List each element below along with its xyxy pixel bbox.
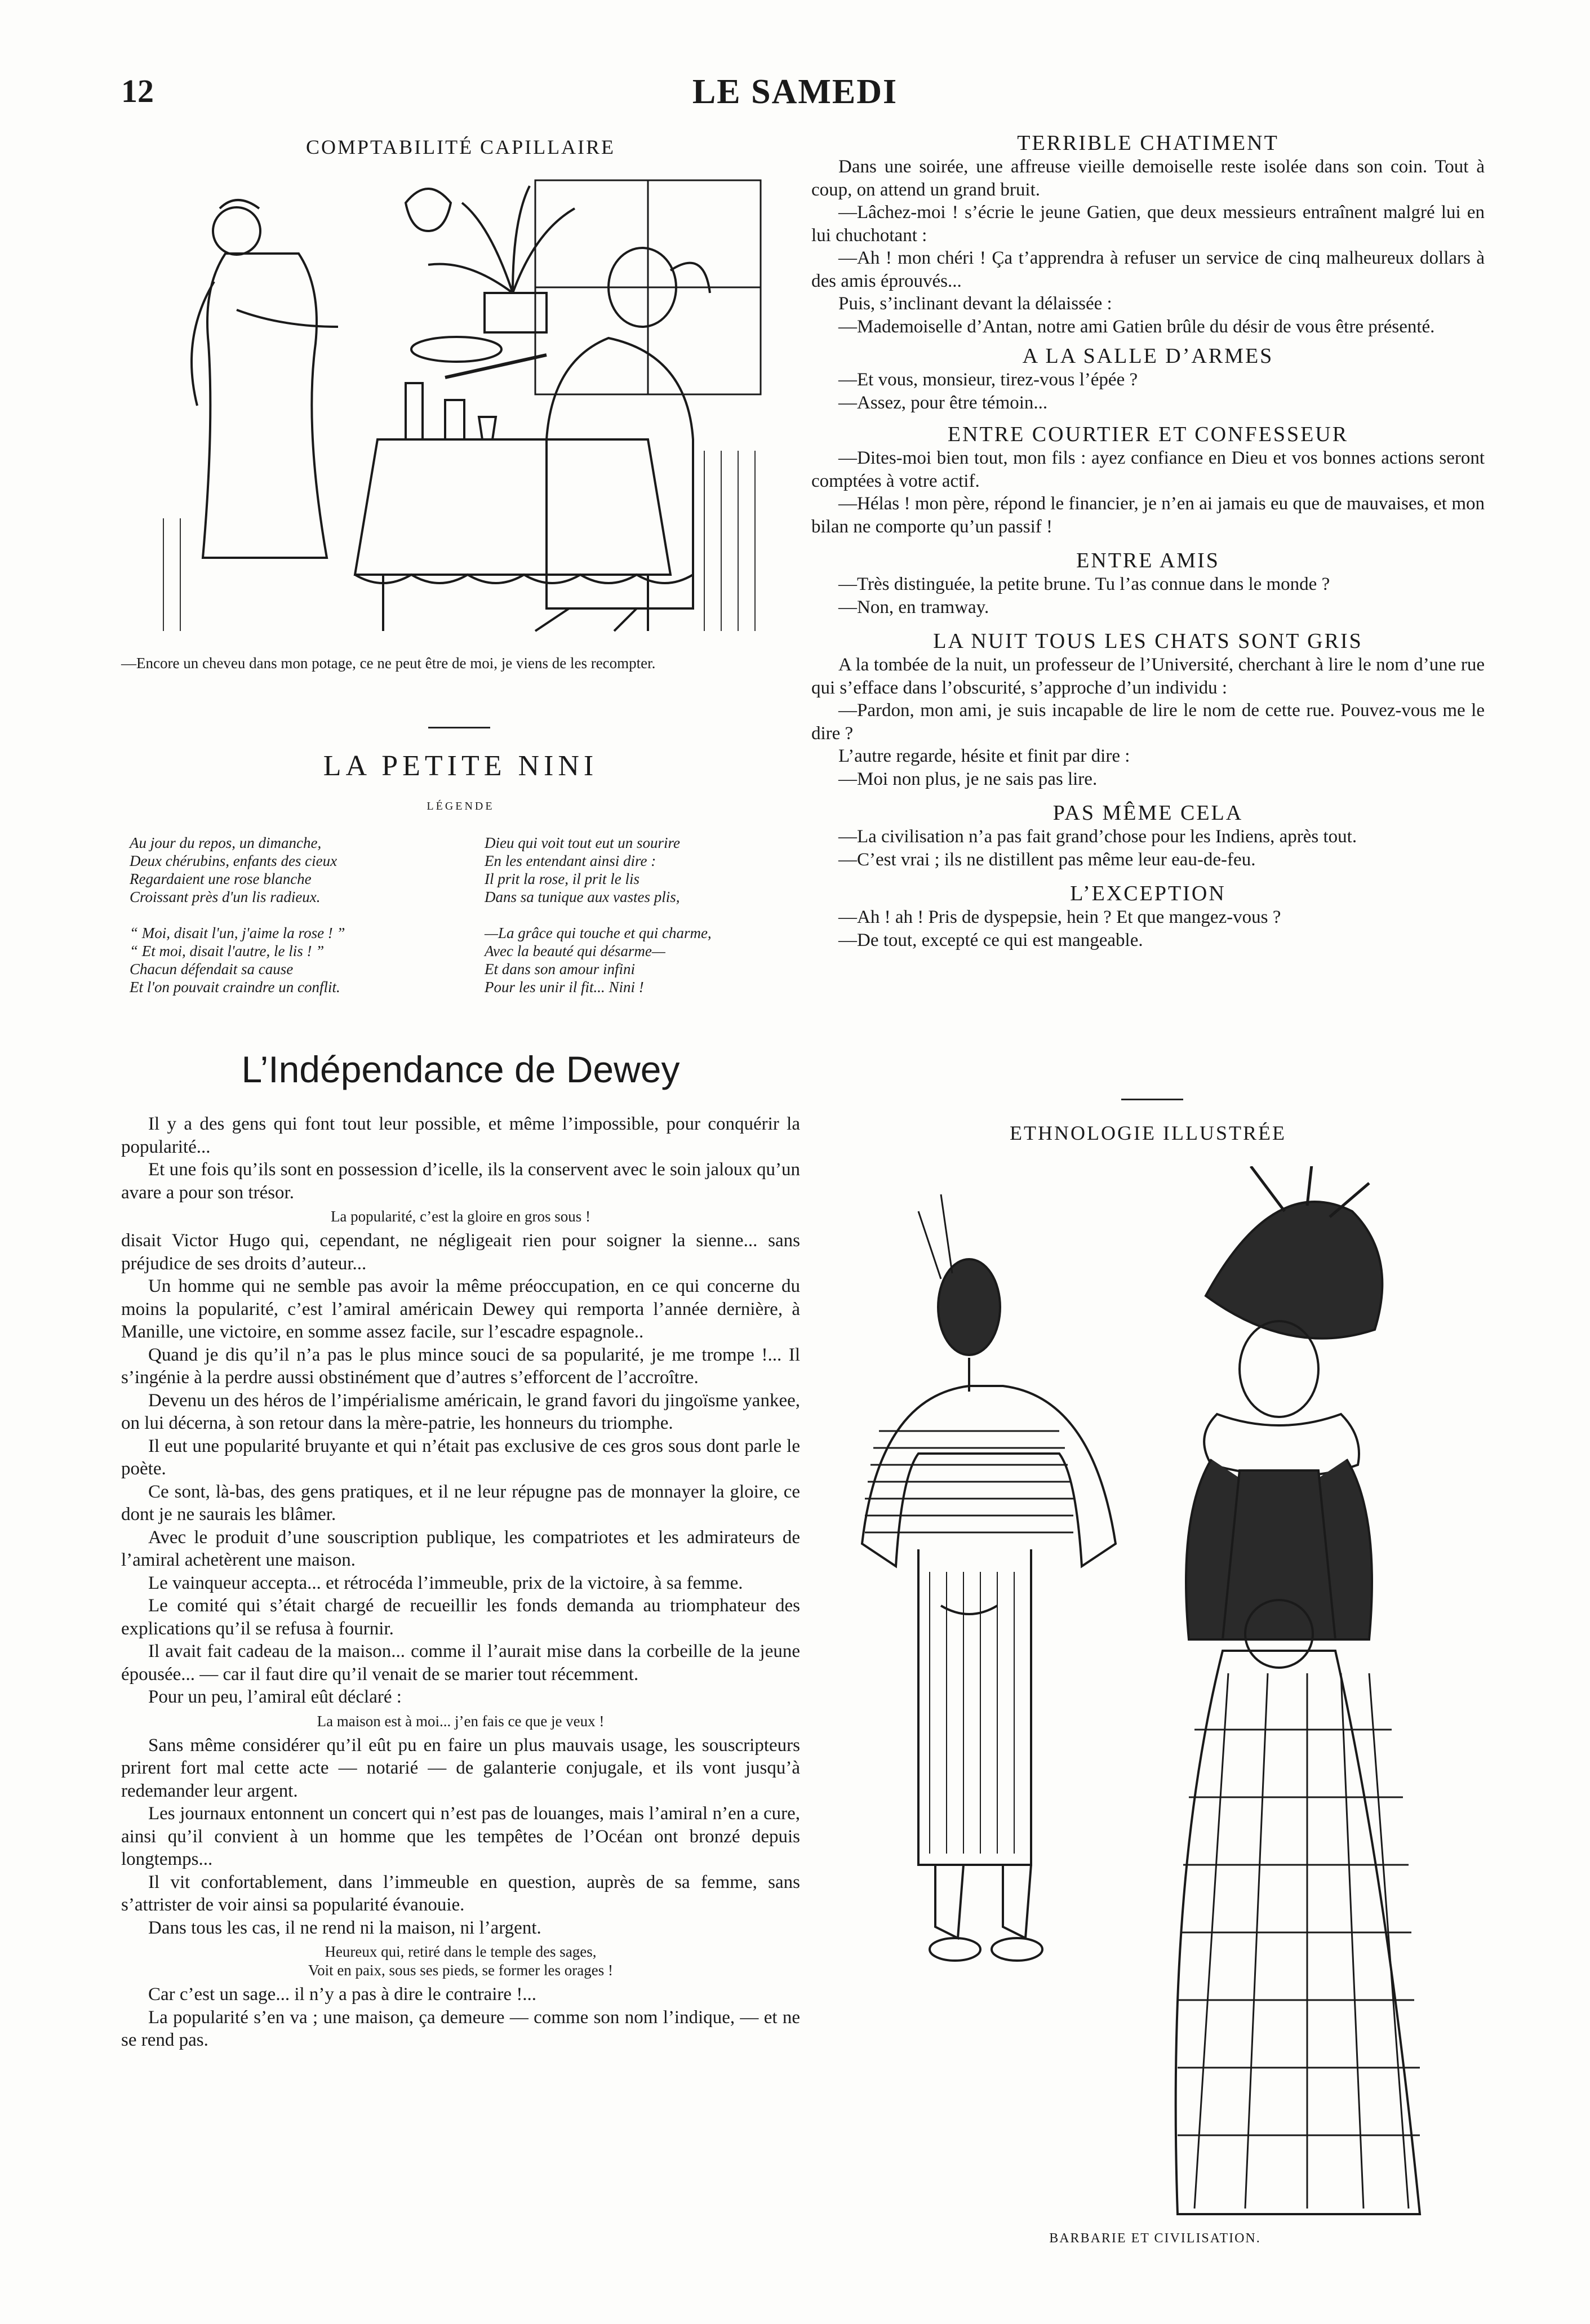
section-title: L’EXCEPTION <box>1070 882 1226 905</box>
poem-title: LA PETITE NINI <box>323 750 598 782</box>
poem-stanza-4: —La grâce qui touche et qui charme, Avec la beauté qui désarme— Et dans son amour infini Pour les unir il fit... Nini ! <box>485 925 712 996</box>
article-verse-line: Voit en paix, sous ses pieds, se former les orages ! <box>308 1962 613 1979</box>
poem-stanza-3: “ Moi, disait l'un, j'aime la rose ! ” “ Et moi, disait l'autre, le lis ! ” Chacun défendait sa cause Et l'on pouvait craindre un conflit. <box>130 925 345 996</box>
article-quote: La popularité, c’est la gloire en gros sous ! <box>330 1208 591 1225</box>
article-paragraph: Dans tous les cas, il ne rend ni la maison, ni l’argent. <box>148 1917 541 1938</box>
article-body <box>121 1113 800 2052</box>
poem-subtitle: LÉGENDE <box>427 800 495 812</box>
article-paragraph: Et une fois qu’ils sont en possession d’icelle, ils la conservent avec le soin jaloux qu’un avare a pour son trésor. <box>121 1159 800 1203</box>
section-paragraph: Puis, s’inclinant devant la délaissée : <box>838 294 1112 314</box>
section-paragraph: —La civilisation n’a pas fait grand’chose pour les Indiens, après tout. <box>838 826 1357 847</box>
hat-icon <box>406 189 451 231</box>
ethnology-caption: BARBARIE ET CIVILISATION. <box>1049 2231 1261 2246</box>
section-title: LA NUIT TOUS LES CHATS SONT GRIS <box>933 629 1363 653</box>
article-paragraph: Car c’est un sage... il n’y a pas à dire le contraire !... <box>148 1984 537 2005</box>
article-paragraph: disait Victor Hugo qui, cependant, ne négligeait rien pour soigner la sienne... sans préjudice de ses droits d’auteur... <box>121 1230 800 1274</box>
ethnology-title: ETHNOLOGIE ILLUSTRÉE <box>1010 1122 1286 1144</box>
article-paragraph: Le comité qui s’était chargé de recueillir les fonds demanda au triomphateur des explications qu’il se refusa à fournir. <box>121 1596 800 1639</box>
section-paragraph: —Assez, pour être témoin... <box>838 392 1048 413</box>
section-title: ENTRE COURTIER ET CONFESSEUR <box>947 423 1349 446</box>
section-title: TERRIBLE CHATIMENT <box>1017 131 1279 155</box>
section-paragraph: —Mademoiselle d’Antan, notre ami Gatien brûle du désir de vous être présenté. <box>838 316 1435 337</box>
section-title: A LA SALLE D’ARMES <box>1022 344 1274 368</box>
article-paragraph: Les journaux entonnent un concert qui n’est pas de louanges, mais l’amiral n’en a cure, ainsi qu’il convient à un homme que les tempêtes de l’Océan ont bronzé depuis longtemps... <box>121 1803 800 1869</box>
lady-figure <box>1176 1166 1420 2214</box>
section-paragraph: —Hélas ! mon père, répond le financier, je n’en ai jamais eu que de mauvaises, et mon bilan ne comporte qu’un passif ! <box>811 494 1485 537</box>
divider <box>428 727 490 728</box>
section-title: PAS MÊME CELA <box>1052 801 1243 825</box>
section-paragraph: —Ah ! mon chéri ! Ça t’apprendra à refuser un service de cinq malheureux dollars à des amis éprouvés... <box>811 248 1485 291</box>
divider <box>1121 1099 1183 1100</box>
article-paragraph: Sans même considérer qu’il eût pu en faire un plus mauvais usage, les souscripteurs prirent fort mal cette acte — notarié — de galanterie conjugale, et ils vont jusqu’à redemander leur argent. <box>121 1735 800 1801</box>
ethnology-illustration <box>856 1166 1448 2220</box>
article-paragraph: Devenu un des héros de l’impérialisme américain, le grand favori du jingoïsme yankee, on lui décerna, à son retour dans la mère-patrie, les honneurs du triomphe. <box>121 1390 800 1433</box>
article-paragraph: Pour un peu, l’amiral eût déclaré : <box>148 1687 402 1707</box>
article-paragraph: Il vit confortablement, dans l’immeuble en question, auprès de sa femme, sans s’attrister de voir ainsi sa popularité évanouie. <box>121 1872 800 1915</box>
indian-figure <box>862 1194 1116 1961</box>
poem-stanza-1: Au jour du repos, un dimanche, Deux chérubins, enfants des cieux Regardaient une rose blanche Croissant près d'un lis radieux. <box>130 834 337 905</box>
section-paragraph: —Non, en tramway. <box>838 597 989 617</box>
section-paragraph: L’autre regarde, hésite et finit par dire : <box>838 746 1130 766</box>
article-paragraph: Le vainqueur accepta... et rétrocéda l’immeuble, prix de la victoire, à sa femme. <box>148 1572 743 1593</box>
article-quote: La maison est à moi... j’en fais ce que je veux ! <box>317 1712 605 1730</box>
section-paragraph: —C’est vrai ; ils ne distillent pas même leur eau-de-feu. <box>838 849 1256 870</box>
section-paragraph: —Ah ! ah ! Pris de dyspepsie, hein ? Et que mangez-vous ? <box>838 907 1281 927</box>
page-number: 12 <box>121 73 154 109</box>
poem-stanza-2: Dieu qui voit tout eut un sourire En les entendant ainsi dire : Il prit la rose, il prit le lis Dans sa tunique aux vastes plis, <box>485 834 680 905</box>
article-paragraph: Ce sont, là-bas, des gens pratiques, et il ne leur répugne pas de monnayer la gloire, ce dont je ne saurais les blâmer. <box>121 1481 800 1525</box>
section-paragraph: A la tombée de la nuit, un professeur de l’Université, cherchant à lire le nom d’une rue qui s’efface dans l’obscurité, s’approche d’un individu : <box>811 655 1485 698</box>
cartoon-title: COMPTABILITÉ CAPILLAIRE <box>305 136 616 158</box>
masthead-title: LE SAMEDI <box>692 73 898 111</box>
article-paragraph: Il y a des gens qui font tout leur possible, et même l’impossible, pour conquérir la popularité... <box>121 1114 800 1157</box>
cartoon-caption: —Encore un cheveu dans mon potage, ce ne peut être de moi, je viens de les recompter. <box>121 655 656 672</box>
article-paragraph: Il avait fait cadeau de la maison... comme il l’aurait mise dans la corbeille de la jeune épousée... — car il faut dire qu’il venait de se marier tout récemment. <box>121 1641 800 1685</box>
article-paragraph: La popularité s’en va ; une maison, ça demeure — comme son nom l’indique, — et ne se rend pas. <box>121 2007 800 2050</box>
article-title: L’Indépendance de Dewey <box>241 1048 680 1090</box>
section-paragraph: —Dites-moi bien tout, mon fils : ayez confiance en Dieu et vos bonnes actions seront comptées à votre actif. <box>811 448 1485 491</box>
section-paragraph: —Pardon, mon ami, je suis incapable de lire le nom de cette rue. Pouvez-vous me le dire ? <box>811 700 1485 744</box>
right-column-jokes <box>811 131 1485 952</box>
article-paragraph: Un homme qui ne semble pas avoir la même préoccupation, en ce qui concerne du moins la popularité, c’est l’amiral américain Dewey qui remporta l’année dernière, à Manille, une victoire, en somme assez facile, sur l’escadre espagnole.. <box>121 1276 800 1342</box>
article-paragraph: Quand je dis qu’il n’a pas le plus mince souci de sa popularité, je me trompe !... Il s’ingénie à la perdre aussi obstinément que d’autres s’efforcent de l’accroître. <box>121 1344 800 1388</box>
article-paragraph: Avec le produit d’une souscription publique, les compatriotes et les admirateurs de l’amiral achetèrent une maison. <box>121 1527 800 1570</box>
section-paragraph: —De tout, excepté ce qui est mangeable. <box>838 930 1143 950</box>
section-title: ENTRE AMIS <box>1076 549 1220 572</box>
article-verse-line: Heureux qui, retiré dans le temple des sages, <box>325 1943 597 1960</box>
section-paragraph: —Lâchez-moi ! s’écrie le jeune Gatien, que deux messieurs entraînent malgré lui en lui chuchotant : <box>811 202 1485 246</box>
section-paragraph: Dans une soirée, une affreuse vieille demoiselle reste isolée dans son coin. Tout à coup, on attend un grand bruit. <box>811 157 1485 200</box>
cartoon-illustration <box>141 169 778 637</box>
section-paragraph: —Et vous, monsieur, tirez-vous l’épée ? <box>838 370 1138 390</box>
article-paragraph: Il eut une popularité bruyante et qui n’était pas exclusive de ces gros sous dont parle le poète. <box>121 1436 800 1479</box>
section-paragraph: —Très distinguée, la petite brune. Tu l’as connue dans le monde ? <box>838 574 1330 594</box>
section-paragraph: —Moi non plus, je ne sais pas lire. <box>838 768 1098 789</box>
